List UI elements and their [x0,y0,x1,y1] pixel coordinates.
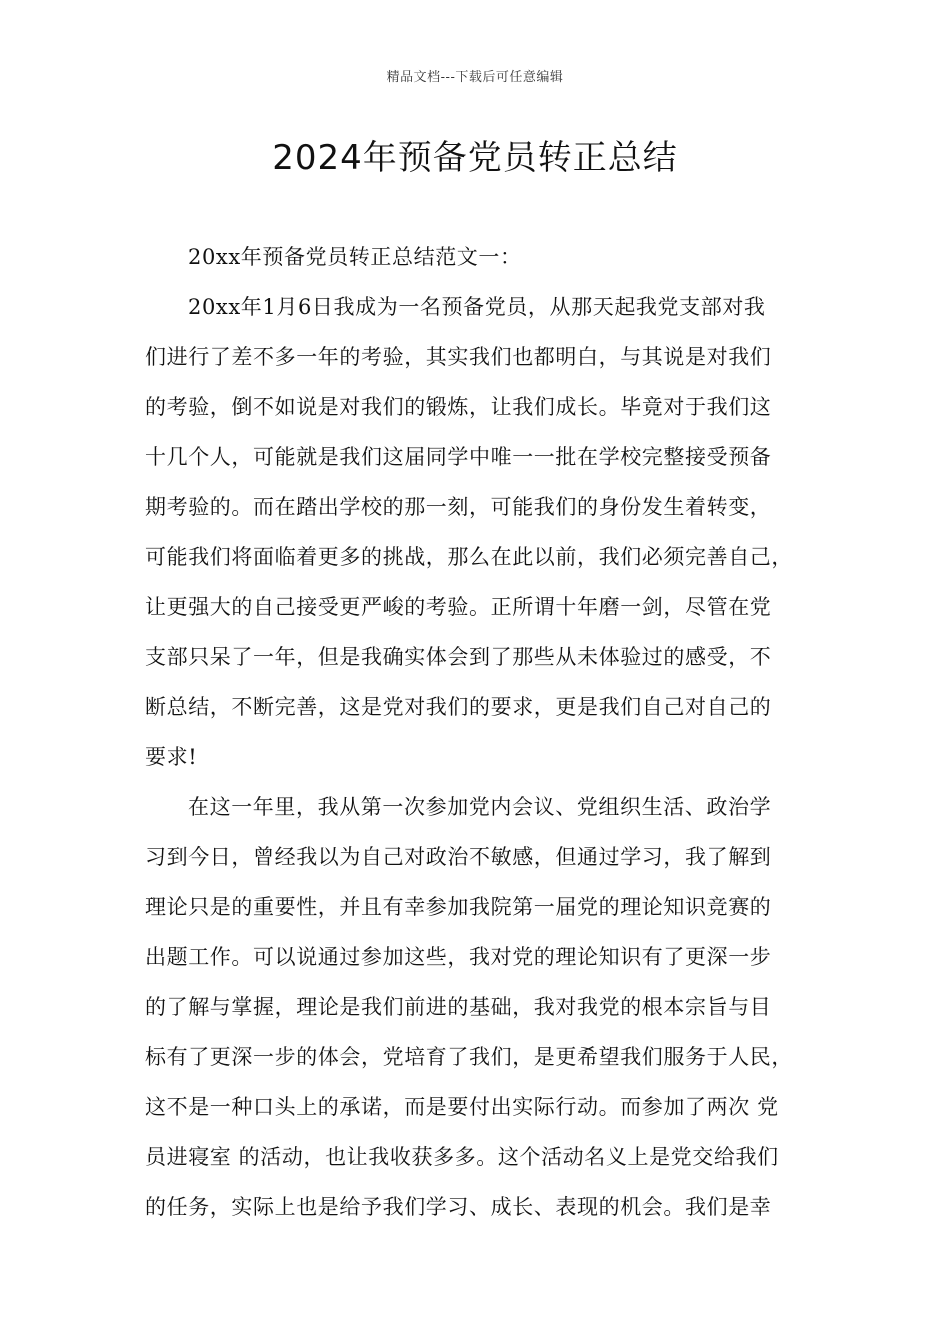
body-line: 的任务，实际上也是给予我们学习、成长、表现的机会。我们是幸 [145,1195,772,1219]
body-line: 让更强大的自己接受更严峻的考验。正所谓十年磨一剑，尽管在党 [145,595,772,619]
body-line: 出题工作。可以说通过参加这些，我对党的理论知识有了更深一步 [145,945,772,969]
body-line: 支部只呆了一年，但是我确实体会到了那些从未体验过的感受，不 [145,645,772,669]
body-line: 20xx年1月6日我成为一名预备党员，从那天起我党支部对我 [188,295,766,319]
header-note: 精品文档---下载后可任意编辑 [386,70,564,85]
body-line: 们进行了差不多一年的考验，其实我们也都明白，与其说是对我们 [145,345,772,369]
body-line: 的了解与掌握，理论是我们前进的基础，我对我党的根本宗旨与目 [145,995,772,1019]
body-line: 要求! [145,745,198,769]
document-title: 2024年预备党员转正总结 [272,138,678,178]
body-line: 十几个人，可能就是我们这届同学中唯一一批在学校完整接受预备 [145,445,772,469]
body-line: 员进寝室 的活动，也让我收获多多。这个活动名义上是党交给我们 [145,1145,779,1169]
body-line: 习到今日，曾经我以为自己对政治不敏感，但通过学习，我了解到 [145,845,772,869]
body-line: 可能我们将面临着更多的挑战，那么在此以前，我们必须完善自己， [145,545,793,569]
body-line: 20xx年预备党员转正总结范文一： [188,245,522,269]
body-line: 的考验，倒不如说是对我们的锻炼，让我们成长。毕竟对于我们这 [145,395,772,419]
body-line: 理论只是的重要性，并且有幸参加我院第一届党的理论知识竞赛的 [145,895,772,919]
body-line: 标有了更深一步的体会，党培育了我们，是更希望我们服务于人民， [145,1045,793,1069]
body-line: 断总结，不断完善，这是党对我们的要求，更是我们自己对自己的 [145,695,772,719]
body-line: 在这一年里，我从第一次参加党内会议、党组织生活、政治学 [188,795,772,819]
document-body [145,232,815,1232]
body-line: 期考验的。而在踏出学校的那一刻，可能我们的身份发生着转变， [145,495,772,519]
body-line: 这不是一种口头上的承诺，而是要付出实际行动。而参加了两次 党 [145,1095,779,1119]
